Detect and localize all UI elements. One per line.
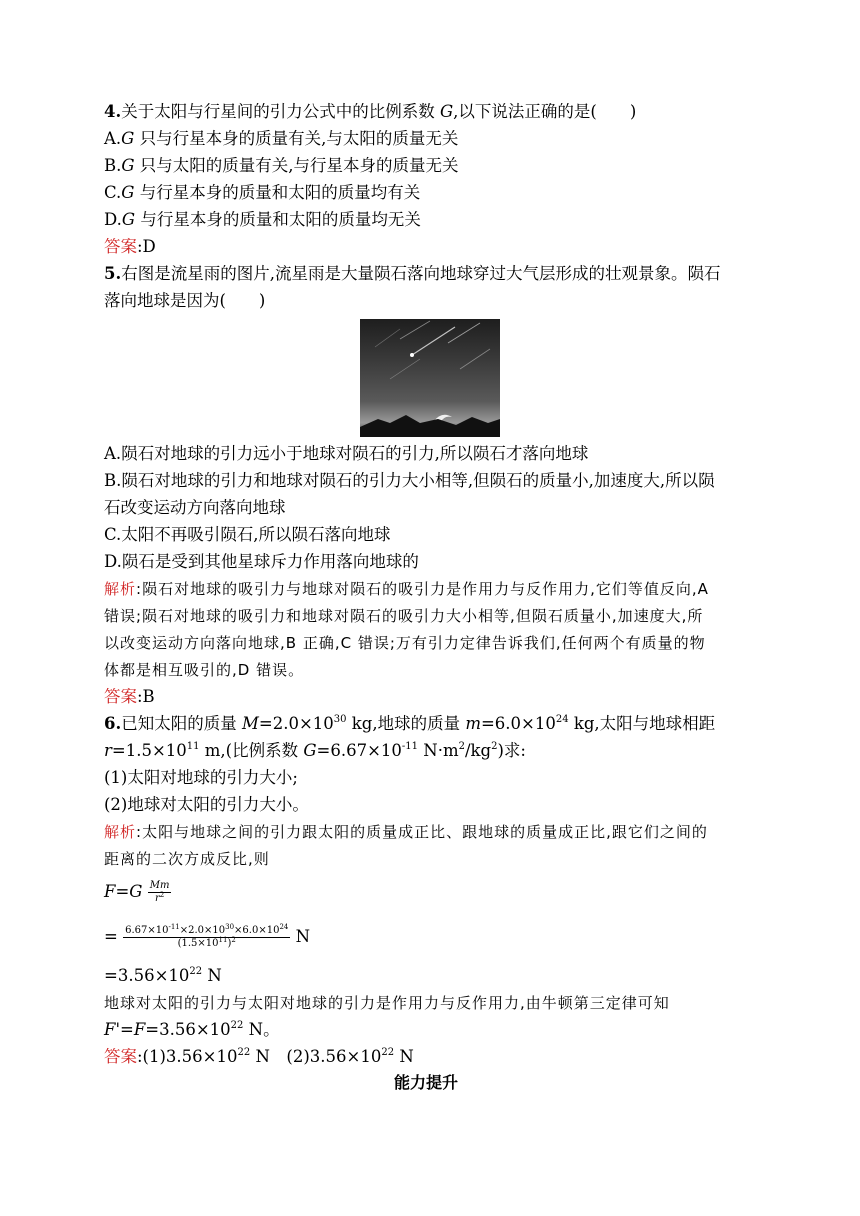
- q6-answer-label: 答案: [104, 1047, 137, 1066]
- formula1-denominator: [148, 893, 172, 905]
- final-exp: 22: [230, 1020, 244, 1031]
- q6-exp-m2: 2: [458, 741, 465, 752]
- q5-option-b-line2: 石改变运动方向落向地球: [104, 498, 286, 517]
- q6-answer-c: N: [394, 1047, 414, 1066]
- f2n-e1: -11: [168, 923, 180, 931]
- q4-option-b-var: G: [121, 156, 135, 175]
- q5-stem-text-1: 右图是流星雨的图片,流星雨是大量陨石落向地球穿过大气层形成的壮观景象。陨石: [121, 264, 721, 283]
- q6-s2e: /kg: [464, 741, 492, 760]
- q6-s2b: m,(比例系数: [199, 741, 304, 760]
- f2n-b: ×2.0×10: [179, 925, 226, 936]
- formula1-fraction: [148, 880, 172, 905]
- q6-number: 6.: [104, 714, 122, 733]
- q4-option-b-text: 只与太阳的质量有关,与行星本身的质量无关: [134, 156, 459, 175]
- formula1-G: G: [129, 882, 143, 901]
- q5-answer-value: :B: [137, 687, 155, 706]
- f2n-e2: 30: [225, 923, 235, 931]
- formula1-den-r: r: [154, 893, 160, 904]
- f2d-e2: 2: [231, 936, 236, 944]
- q6-var-M: M: [241, 714, 259, 733]
- q5-option-b-line1: B.陨石对地球的引力和地球对陨石的引力大小相等,但陨石的质量小,加速度大,所以陨: [104, 471, 715, 490]
- q4-stem-text-b: ,以下说法正确的是( ): [453, 102, 637, 121]
- q6-newton-line: 地球对太阳的引力与太阳对地球的引力是作用力与反作用力,由牛顿第三定律可知: [104, 994, 670, 1012]
- q6-exp-kg2: 2: [491, 741, 498, 752]
- q4-number: 4.: [104, 102, 122, 121]
- q4-option-a-text: 只与行星本身的质量有关,与太阳的质量无关: [134, 129, 459, 148]
- formula1-numerator: Mm: [149, 880, 170, 891]
- q6-formula1: [104, 877, 171, 907]
- q5-stem-line2: 落向地球是因为( ): [104, 291, 266, 310]
- q4-option-d-var: G: [121, 210, 136, 229]
- q6-exp-11: 11: [186, 741, 200, 752]
- q6-s2c: =6.67×10: [316, 741, 402, 760]
- final-a: =3.56×10: [145, 1020, 231, 1039]
- q4-option-d: [104, 208, 421, 232]
- f2n-e3: 24: [279, 923, 289, 931]
- q4-option-b: [104, 154, 459, 178]
- formula1-lhs: F: [104, 882, 116, 901]
- q6-s2a: =1.5×10: [111, 741, 187, 760]
- q4-option-c-text: 与行星本身的质量和太阳的质量均有关: [134, 183, 421, 202]
- meteor-shower-icon: [360, 319, 500, 437]
- q6-s1b: =2.0×10: [258, 714, 334, 733]
- q6-analysis-line2: 距离的二次方成反比,则: [104, 850, 270, 868]
- q4-option-a: [104, 127, 458, 151]
- q6-result: [104, 964, 222, 988]
- q6-s2f: )求:: [497, 741, 526, 760]
- q4-option-b-prefix: B.: [104, 156, 122, 175]
- q6-s1a: 已知太阳的质量: [121, 714, 242, 733]
- formula2-eq: =: [104, 927, 118, 946]
- q6-stem-line1: [104, 712, 715, 736]
- final-F: F: [133, 1020, 146, 1039]
- final-F-prime: F': [104, 1020, 120, 1039]
- final-b: N。: [243, 1020, 280, 1039]
- q6-formula2: [104, 922, 310, 952]
- q4-option-c-var: G: [121, 183, 135, 202]
- q6-answer-a: :(1)3.56×10: [137, 1047, 238, 1066]
- q6-answer-exp2: 22: [381, 1047, 395, 1058]
- q4-option-c: [104, 181, 420, 205]
- q6-exp-24: 24: [555, 714, 569, 725]
- f2n-a: 6.67×10: [125, 925, 169, 936]
- result-a: =3.56×10: [104, 966, 190, 985]
- q4-stem-var: G: [439, 102, 454, 121]
- q5-analysis-line4: 体都是相互吸引的,D 错误。: [104, 661, 305, 679]
- q6-s2d: N·m: [418, 741, 459, 760]
- q6-var-m: m: [465, 714, 481, 733]
- q6-var-G: G: [303, 741, 317, 760]
- q6-exp-neg11: -11: [401, 741, 419, 752]
- q6-stem-line2: [104, 739, 526, 763]
- q6-answer-b: N (2)3.56×10: [250, 1047, 382, 1066]
- q5-answer-label: 答案: [104, 687, 137, 706]
- section-heading: 能力提升: [394, 1073, 459, 1092]
- formula2-denominator: [123, 938, 290, 950]
- q4-stem: [104, 100, 636, 124]
- f2n-c: ×6.0×10: [234, 925, 280, 936]
- q5-option-d: D.陨石是受到其他星球斥力作用落向地球的: [104, 552, 419, 571]
- q5-analysis-text-1: :陨石对地球的吸引力与地球对陨石的吸引力是作用力与反作用力,它们等值反向,A: [136, 580, 709, 598]
- q6-final: [104, 1018, 280, 1042]
- q4-answer-value: :D: [137, 237, 156, 256]
- q4-option-d-text: 与行星本身的质量和太阳的质量均无关: [135, 210, 421, 229]
- q6-answer: [104, 1045, 414, 1069]
- q5-number: 5.: [104, 264, 122, 283]
- q5-analysis-line1: [104, 577, 709, 601]
- f2d-b: ): [227, 938, 232, 949]
- q6-answer-exp1: 22: [237, 1047, 251, 1058]
- formula2-fraction: [123, 925, 290, 950]
- q4-answer: [104, 235, 156, 259]
- f2d-a: (1.5×10: [177, 938, 219, 949]
- q5-analysis-line2: 错误;陨石对地球的吸引力和地球对陨石的吸引力大小相等,但陨石质量小,加速度大,所: [104, 607, 704, 625]
- q4-stem-text-a: 关于太阳与行星间的引力公式中的比例系数: [121, 102, 440, 121]
- q6-analysis-text-1: :太阳与地球之间的引力跟太阳的质量成正比、跟地球的质量成正比,跟它们之间的: [136, 823, 708, 841]
- result-unit: N: [202, 966, 222, 985]
- q6-analysis-line1: [104, 820, 708, 844]
- f2d-e1: 11: [218, 936, 228, 944]
- q5-analysis-label: 解析: [104, 580, 137, 598]
- meteor-shower-photo: [360, 319, 500, 437]
- q5-option-a: A.陨石对地球的引力远小于地球对陨石的引力,所以陨石才落向地球: [104, 444, 589, 463]
- q4-option-a-prefix: A.: [104, 129, 122, 148]
- q6-var-r: r: [104, 741, 112, 760]
- formula2-unit: N: [295, 927, 311, 946]
- q6-sub2: (2)地球对太阳的引力大小。: [104, 795, 309, 814]
- q6-analysis-label: 解析: [104, 823, 137, 841]
- q5-answer: [104, 685, 155, 709]
- q5-option-c: C.太阳不再吸引陨石,所以陨石落向地球: [104, 525, 391, 544]
- q4-option-c-prefix: C.: [104, 183, 122, 202]
- q5-analysis-line3: 以改变运动方向落向地球,B 正确,C 错误;万有引力定律告诉我们,任何两个有质量的物: [104, 634, 706, 652]
- final-eq1: =: [119, 1020, 134, 1039]
- q4-answer-label: 答案: [104, 237, 137, 256]
- q4-option-a-var: G: [121, 129, 135, 148]
- q6-s1c: kg,地球的质量: [346, 714, 466, 733]
- formula1-eq: =: [115, 882, 130, 901]
- q6-exp-30: 30: [333, 714, 347, 725]
- formula1-den-exp: 2: [159, 891, 165, 899]
- q6-s1d: =6.0×10: [480, 714, 556, 733]
- formula2-numerator: [123, 925, 290, 938]
- q4-option-d-prefix: D.: [104, 210, 122, 229]
- result-exp: 22: [189, 966, 203, 977]
- q6-sub1: (1)太阳对地球的引力大小;: [104, 768, 298, 787]
- q6-s1e: kg,太阳与地球相距: [568, 714, 716, 733]
- q5-stem-line1: [104, 262, 720, 286]
